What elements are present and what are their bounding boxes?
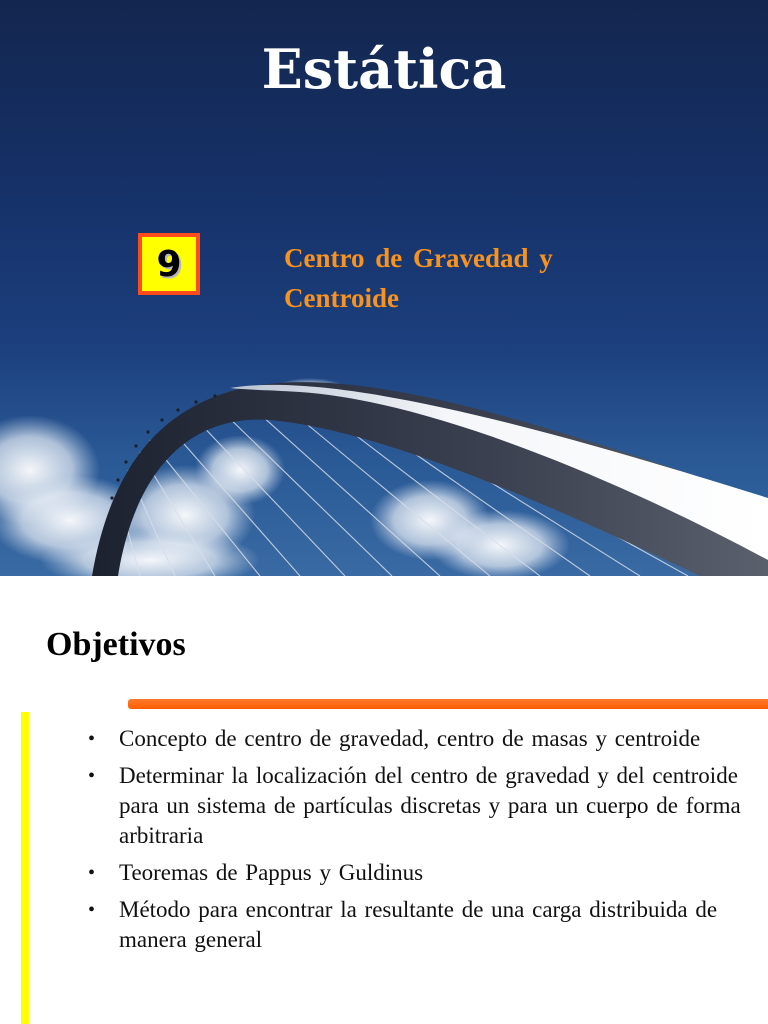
orange-divider [128,699,768,709]
bullet: • [88,899,96,921]
objective-text: Método para encontrar la resultante de una carga distribuida de manera general [119,897,718,952]
list-item [88,761,748,851]
list-item [88,895,748,955]
objective-text: Concepto de centro de gravedad, centro de masas y centroide [119,726,701,751]
chapter-number: 9 [156,243,182,285]
objective-text: Teoremas de Pappus y Guldinus [119,860,424,885]
objectives-list [88,724,748,962]
list-item [88,858,748,888]
bullet: • [88,862,96,884]
chapter-title: Centro de Gravedad y Centroide [284,243,553,313]
list-item [88,724,748,754]
chapter-number-badge [138,233,200,295]
yellow-accent-bar [21,712,29,1024]
bullet: • [88,765,96,787]
objective-text: Determinar la localización del centro de gravedad y del centroide para un sistema de partículas discretas y para un cuerpo de forma arbitraria [119,763,741,848]
section-title: Objetivos [46,626,186,663]
bullet: • [88,728,96,750]
slide-title: Estática [261,37,507,101]
